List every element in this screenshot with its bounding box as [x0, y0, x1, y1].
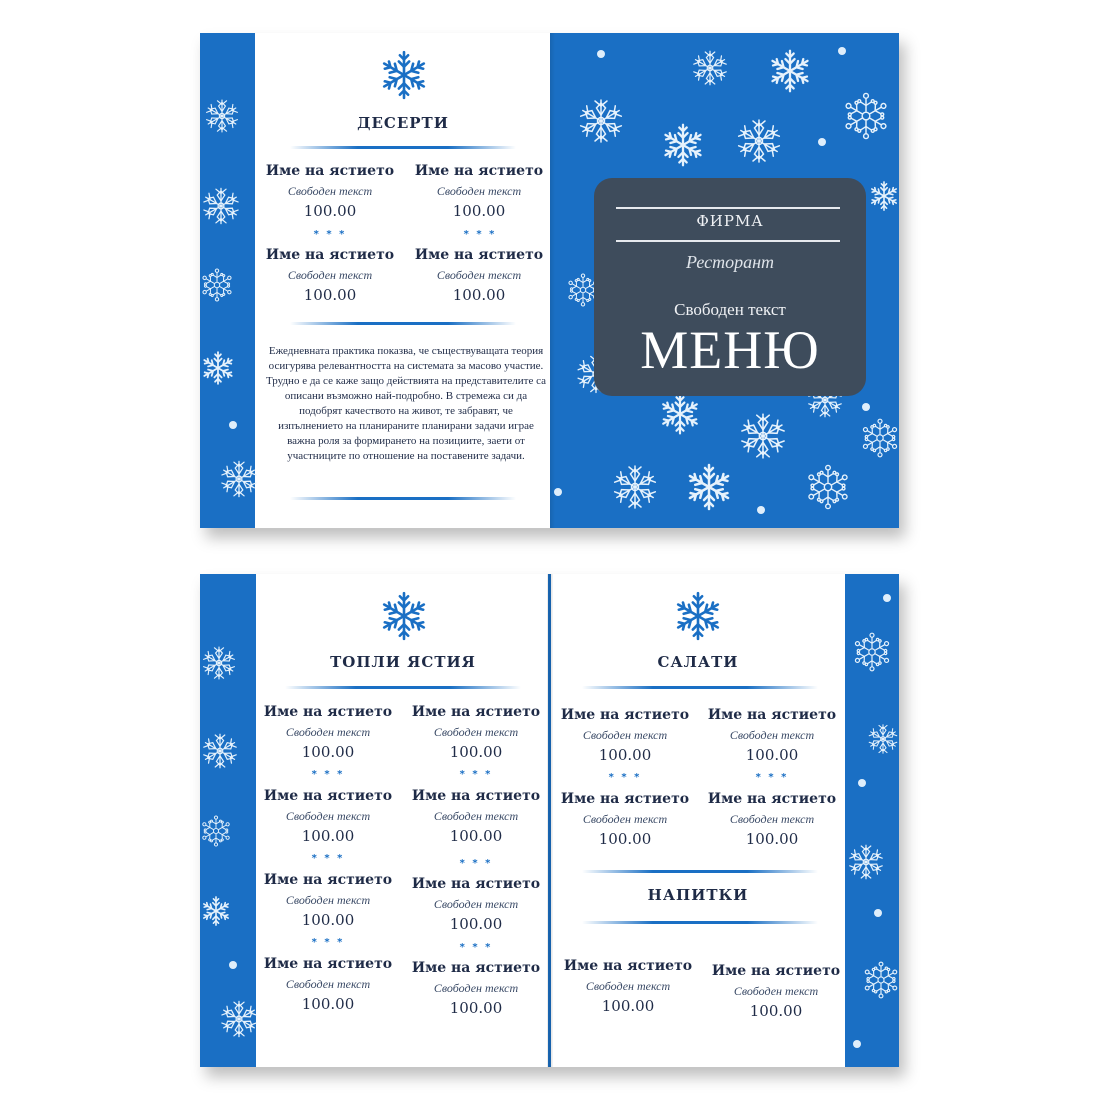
item-name: Име на ястието: [265, 163, 395, 179]
menu-item: [701, 962, 851, 1021]
item-name: Име на ястието: [707, 707, 837, 723]
snow-dot: [554, 488, 562, 496]
item-name: Име на ястието: [263, 788, 393, 804]
item-description: Свободен текст: [433, 809, 519, 823]
menu-item: [550, 790, 700, 849]
snowflake-icon: [610, 462, 660, 512]
snowflake-icon: [862, 956, 900, 1004]
snowflake-icon: [378, 49, 430, 101]
snowflake-icon: [734, 116, 784, 166]
menu-item: [253, 703, 403, 762]
snowflake-icon: [576, 96, 626, 146]
item-price: 100.00: [449, 743, 503, 761]
snow-dot: [229, 421, 237, 429]
item-name: Име на ястието: [411, 704, 541, 720]
snowflake-icon: [737, 410, 789, 462]
snowflake-icon: [658, 392, 702, 436]
item-name: Име на ястието: [707, 791, 837, 807]
divider: [582, 686, 818, 689]
item-price: 100.00: [749, 1002, 803, 1020]
item-price: 100.00: [449, 999, 503, 1017]
item-name: Име на ястието: [711, 963, 841, 979]
item-price: 100.00: [598, 830, 652, 848]
snowflake-icon: [672, 590, 724, 642]
menu-item: [401, 703, 551, 762]
cover-subtitle: Ресторант: [685, 252, 774, 272]
separator: * * *: [459, 858, 493, 869]
menu-item: [253, 955, 403, 1014]
snowflake-icon: [852, 632, 892, 672]
snow-dot: [757, 506, 765, 514]
description-paragraph: Ежедневната практика показва, че съществуващата теория осигурява релевантността на системата за масово участие. Трудно е да се каже защо действията на представителите са описани възможно най-подробно. В стремежа си да подобрят качеството на живот, те забравят, че изпълнението на планираните планирани задачи играе важна роля за формирането на позициите, заети от участниците по отношение на поставените задачи.: [266, 345, 547, 462]
snow-dot: [858, 779, 866, 787]
item-name: Име на ястието: [563, 958, 693, 974]
item-price: 100.00: [301, 995, 355, 1013]
snowflake-icon: [690, 48, 730, 88]
item-description: Свободен текст: [287, 268, 373, 282]
separator: * * *: [608, 772, 642, 783]
item-description: Свободен текст: [285, 809, 371, 823]
separator: * * *: [311, 769, 345, 780]
item-name: Име на ястието: [560, 791, 690, 807]
menu-item: [697, 790, 847, 849]
snowflake-icon: [200, 268, 234, 302]
snow-dot: [874, 909, 882, 917]
snowflake-icon: [842, 92, 890, 140]
cover-menu-title: МЕНЮ: [640, 320, 820, 380]
snowflake-icon: [660, 122, 706, 168]
item-name: Име на ястието: [414, 163, 544, 179]
item-description: Свободен текст: [433, 897, 519, 911]
item-description: Свободен текст: [285, 893, 371, 907]
section-title-desserts: ДЕСЕРТИ: [357, 114, 449, 132]
snowflake-icon: [866, 714, 900, 764]
item-price: 100.00: [452, 286, 506, 304]
item-description: Свободен текст: [433, 981, 519, 995]
item-name: Име на ястието: [411, 960, 541, 976]
divider: [290, 146, 516, 149]
snow-dot: [818, 138, 826, 146]
divider: [290, 497, 516, 500]
brand-name: ФИРМА: [696, 212, 764, 230]
menu-item: [401, 875, 551, 934]
menu-item: [401, 787, 551, 846]
item-price: 100.00: [745, 746, 799, 764]
item-name: Име на ястието: [263, 956, 393, 972]
menu-item: [697, 706, 847, 765]
menu-item: [550, 706, 700, 765]
snowflake-icon: [200, 890, 232, 932]
menu-item: [401, 959, 551, 1018]
cover-rule: [616, 240, 840, 242]
divider: [582, 870, 818, 873]
cover-title-box: [594, 178, 866, 396]
snowflake-icon: [200, 810, 232, 852]
menu-item: [404, 162, 554, 221]
separator: * * *: [459, 942, 493, 953]
item-description: Свободен текст: [582, 812, 668, 826]
cover-rule: [616, 207, 840, 209]
snowflake-icon: [378, 590, 430, 642]
snowflake-icon: [218, 458, 260, 500]
snowflake-icon: [846, 838, 886, 886]
item-description: Свободен текст: [287, 184, 373, 198]
menu-item: [253, 871, 403, 930]
snowflake-icon: [200, 350, 236, 386]
snow-dot: [229, 961, 237, 969]
separator: * * *: [313, 229, 347, 240]
menu-item: [253, 787, 403, 846]
snowflake-icon: [203, 97, 241, 135]
item-price: 100.00: [449, 827, 503, 845]
snow-dot: [853, 1040, 861, 1048]
menu-item: [255, 162, 405, 221]
snow-dot: [862, 403, 870, 411]
snowflake-icon: [684, 462, 734, 512]
snowflake-icon: [805, 464, 851, 510]
snowflake-icon: [200, 185, 242, 227]
item-name: Име на ястието: [560, 707, 690, 723]
section-title-drinks: НАПИТКИ: [647, 886, 749, 904]
divider: [290, 322, 516, 325]
item-name: Име на ястието: [411, 876, 541, 892]
snow-dot: [883, 594, 891, 602]
item-name: Име на ястието: [263, 704, 393, 720]
item-price: 100.00: [301, 743, 355, 761]
item-description: Свободен текст: [585, 979, 671, 993]
item-price: 100.00: [601, 997, 655, 1015]
item-description: Свободен текст: [582, 728, 668, 742]
item-name: Име на ястието: [414, 247, 544, 263]
separator: * * *: [459, 769, 493, 780]
item-description: Свободен текст: [729, 812, 815, 826]
snowflake-icon: [200, 722, 240, 780]
item-price: 100.00: [449, 915, 503, 933]
item-description: Свободен текст: [436, 268, 522, 282]
item-price: 100.00: [301, 911, 355, 929]
separator: * * *: [311, 853, 345, 864]
snow-dot: [597, 50, 605, 58]
snowflake-icon: [868, 175, 900, 217]
item-price: 100.00: [598, 746, 652, 764]
cover-free-text: Свободен текст: [674, 300, 786, 319]
divider: [582, 921, 818, 924]
item-description: Свободен текст: [285, 725, 371, 739]
item-name: Име на ястието: [265, 247, 395, 263]
snowflake-icon: [767, 48, 813, 94]
snow-dot: [838, 47, 846, 55]
item-description: Свободен текст: [733, 984, 819, 998]
item-price: 100.00: [303, 286, 357, 304]
separator: * * *: [755, 772, 789, 783]
item-description: Свободен текст: [433, 725, 519, 739]
item-description: Свободен текст: [729, 728, 815, 742]
menu-item: [553, 957, 703, 1016]
snowflake-icon: [200, 634, 238, 692]
item-description: Свободен текст: [285, 977, 371, 991]
item-price: 100.00: [301, 827, 355, 845]
item-price: 100.00: [452, 202, 506, 220]
divider: [285, 686, 521, 689]
item-name: Име на ястието: [411, 788, 541, 804]
item-price: 100.00: [303, 202, 357, 220]
menu-item: [404, 246, 554, 305]
separator: * * *: [463, 229, 497, 240]
section-title-hot-dishes: ТОПЛИ ЯСТИЯ: [330, 653, 476, 671]
section-title-salads: САЛАТИ: [657, 653, 739, 671]
menu-item: [255, 246, 405, 305]
item-name: Име на ястието: [263, 872, 393, 888]
snowflake-icon: [860, 418, 900, 458]
item-description: Свободен текст: [436, 184, 522, 198]
separator: * * *: [311, 937, 345, 948]
item-price: 100.00: [745, 830, 799, 848]
